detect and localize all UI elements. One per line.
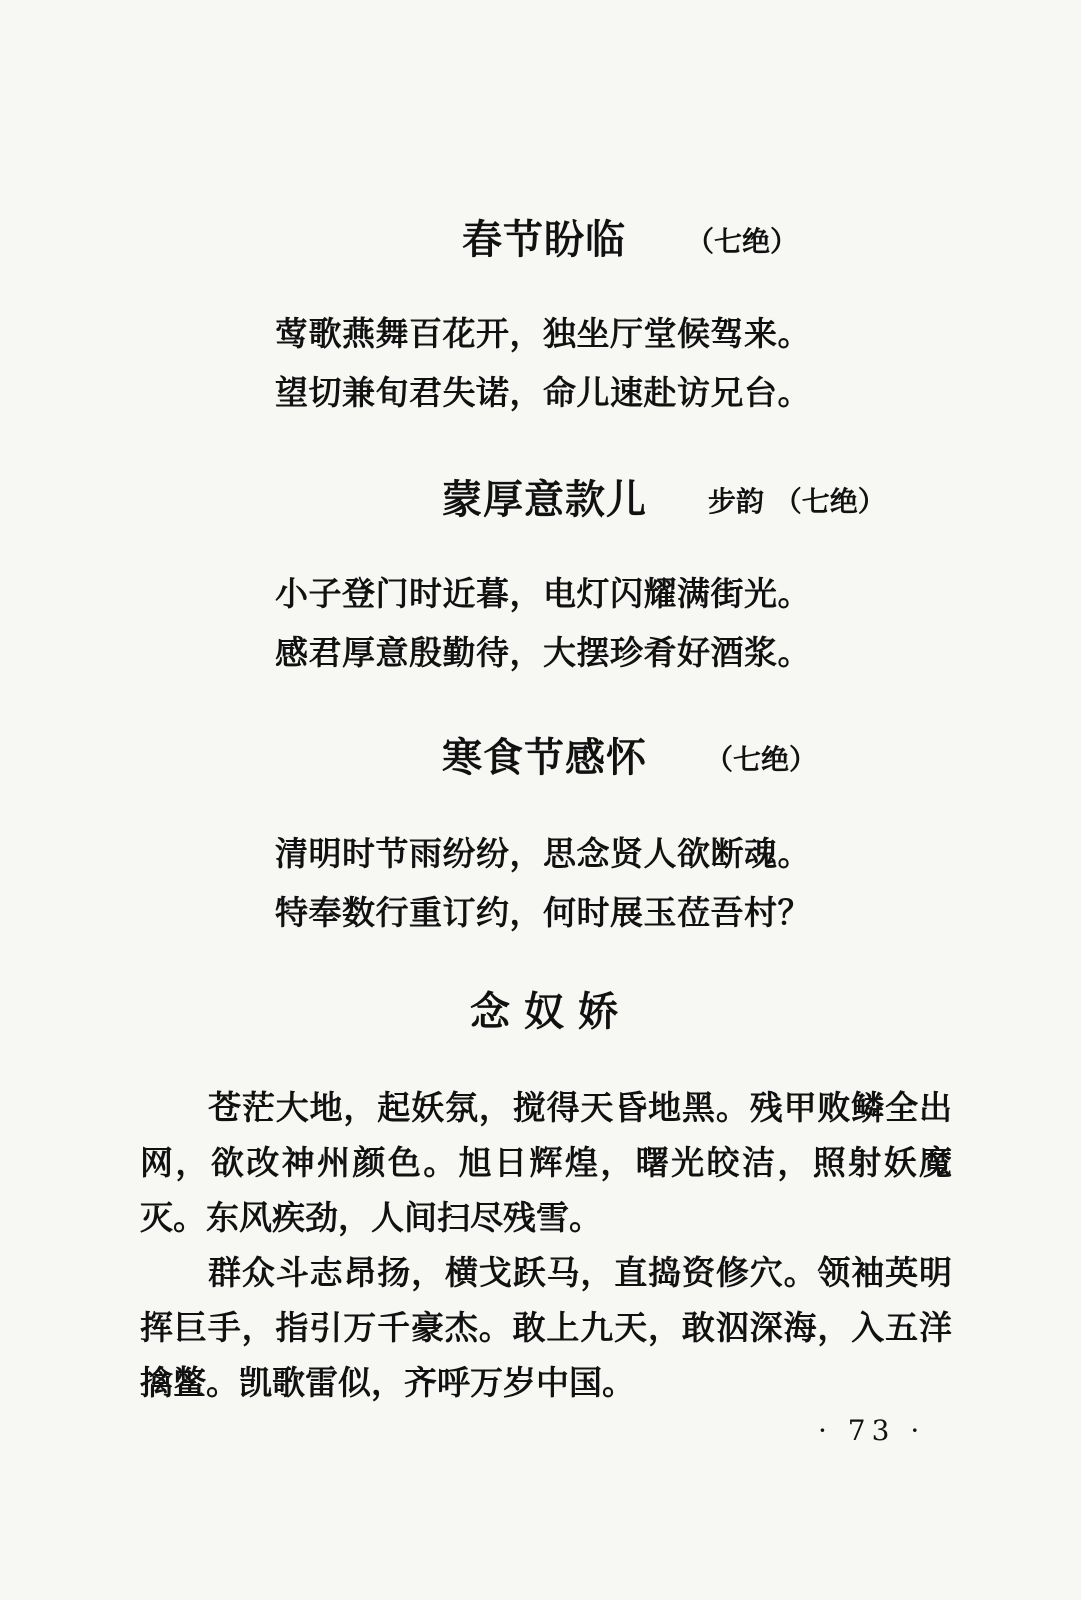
poem-form-note: 步韵 （七绝）: [708, 485, 886, 518]
poem-line: 清明时节雨纷纷，思念贤人欲断魂。: [275, 834, 811, 873]
poem-paragraph: 苍茫大地，起妖氛，搅得天昏地黑。残甲败鳞全出网，欲改神州颜色。旭日辉煌，曙光皎洁，照射妖魔灭。东风疾劲，人间扫尽残雪。: [140, 1088, 952, 1237]
page-number: · 73 ·: [818, 1414, 926, 1447]
poem-paragraph: 群众斗志昂扬，横戈跃马，直捣资修穴。领袖英明挥巨手，指引万千豪杰。敢上九天，敢泅深海，入五洋擒鳖。凯歌雷似，齐呼万岁中国。: [140, 1253, 952, 1402]
poem-line: 小子登门时近暮，电灯闪耀满街光。: [275, 574, 811, 613]
poem-line: 望切兼旬君失诺，命儿速赴访兄台。: [275, 373, 811, 412]
poem-line: 莺歌燕舞百花开，独坐厅堂候驾来。: [275, 314, 811, 353]
poem-title: 蒙厚意款儿: [442, 477, 647, 523]
poem-title: 春节盼临: [462, 217, 626, 263]
poem-title: 念奴娇: [470, 989, 632, 1035]
poem-line: 特奉数行重订约，何时展玉莅吾村？: [275, 893, 811, 932]
poem-form-note: （七绝）: [705, 743, 818, 776]
poem-form-note: （七绝）: [686, 225, 799, 258]
poem-title: 寒食节感怀: [442, 735, 647, 781]
poem-line: 感君厚意殷勤待，大摆珍肴好酒浆。: [275, 633, 811, 672]
